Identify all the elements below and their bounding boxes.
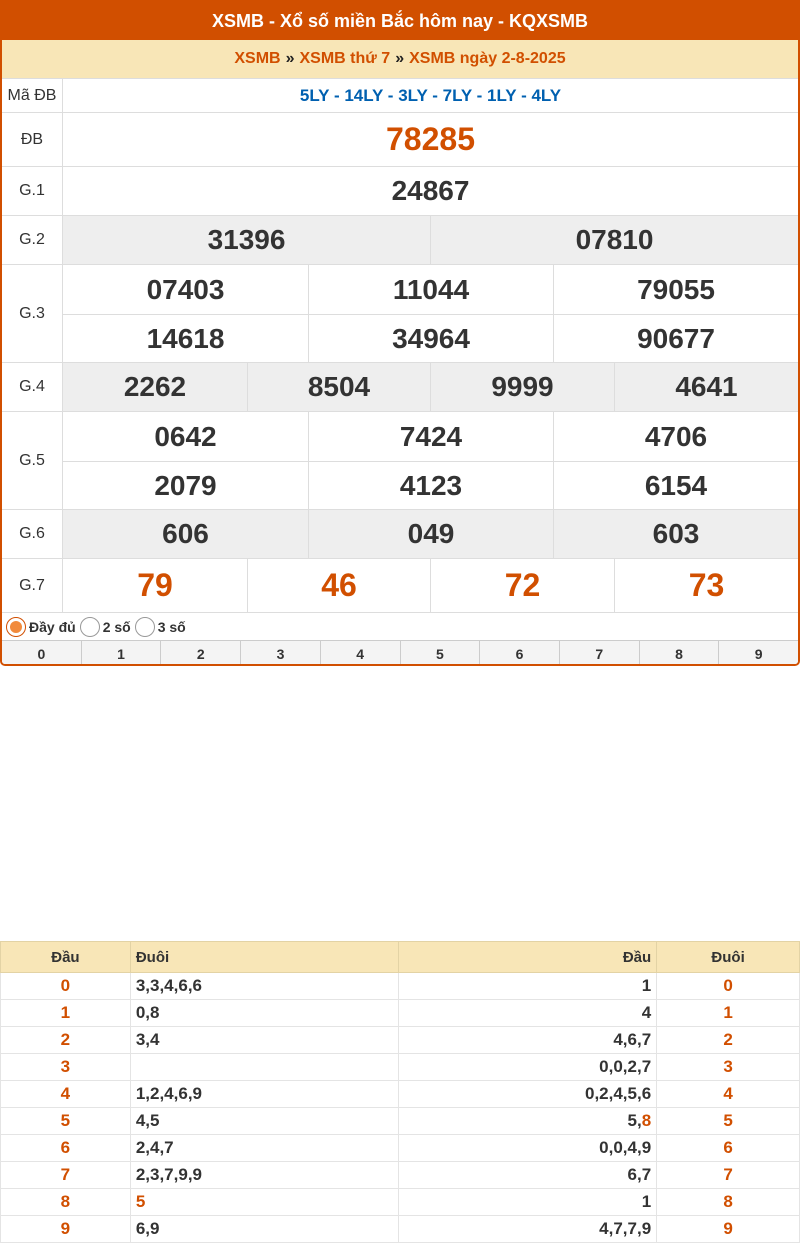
digit-filter-3[interactable]: 3	[241, 641, 321, 666]
prize-row-g7	[2, 558, 798, 612]
dau-cell: 2	[1, 1027, 131, 1054]
dau-cell: 9	[1, 1216, 131, 1243]
prize-number: 34964	[309, 314, 554, 363]
prize-label: ĐB	[2, 113, 63, 166]
option-label: 3 số	[157, 618, 186, 635]
radio-icon[interactable]	[80, 617, 100, 637]
table-row	[1, 1027, 800, 1054]
digit-filter-7[interactable]: 7	[560, 641, 640, 666]
dau-cell: 4,6,7	[399, 1027, 657, 1054]
prize-label: G.2	[2, 216, 63, 264]
dau-cell: 1	[1, 1000, 131, 1027]
dau-cell: 4	[399, 1000, 657, 1027]
loto-table	[0, 941, 800, 1243]
dau-cell: 4,7,7,9	[399, 1216, 657, 1243]
prize-row-g2	[2, 215, 798, 264]
prize-row-special	[2, 112, 798, 166]
prize-number: 46	[248, 559, 431, 612]
page-title: XSMB - Xổ số miền Bắc hôm nay - KQXSMB	[0, 2, 800, 40]
prize-number: 8504	[248, 363, 431, 411]
table-row	[1, 1108, 800, 1135]
option-label: 2 số	[102, 618, 131, 635]
prize-number: 2262	[63, 363, 248, 411]
prize-number: 14618	[63, 314, 309, 363]
prize-number: 7424	[309, 412, 554, 461]
duoi-cell: 3,4	[130, 1027, 399, 1054]
prize-number: 606	[63, 510, 309, 558]
dau-value: 5,	[627, 1111, 642, 1130]
dau-cell: 0,2,4,5,6	[399, 1081, 657, 1108]
prize-number: 4641	[675, 371, 738, 402]
prize-label: G.3	[2, 265, 63, 362]
prize-label: G.6	[2, 510, 63, 558]
breadcrumb-separator: »	[285, 50, 295, 67]
column-header-duoi: Đuôi	[130, 942, 399, 973]
column-header-duoi: Đuôi	[657, 942, 800, 973]
breadcrumb-xsmb-saturday[interactable]: XSMB thứ 7	[299, 50, 391, 67]
duoi-cell: 0,8	[130, 1000, 399, 1027]
prize-number: 2079	[63, 461, 309, 510]
digit-filter	[2, 640, 798, 666]
option-label: Đầy đủ	[29, 618, 76, 635]
prize-label: G.5	[2, 412, 63, 509]
table-row	[1, 1162, 800, 1189]
prize-number: 79	[63, 559, 248, 612]
duoi-cell: 7	[657, 1162, 800, 1189]
digit-filter-4[interactable]: 4	[321, 641, 401, 666]
duoi-cell: 3,3,4,6,6	[130, 973, 399, 1000]
digit-filter-8[interactable]: 8	[640, 641, 720, 666]
prize-number: 72	[431, 559, 615, 612]
dau-cell: 6	[1, 1135, 131, 1162]
digit-filter-9[interactable]: 9	[754, 645, 763, 662]
prize-number: 4706	[644, 420, 708, 452]
prize-number: 9999	[431, 363, 615, 411]
prize-label: G.1	[2, 167, 63, 215]
table-row	[1, 1054, 800, 1081]
duoi-cell: 2	[657, 1027, 800, 1054]
dau-cell	[399, 1108, 657, 1135]
duoi-cell: 9	[657, 1216, 800, 1243]
prize-number: 11044	[309, 265, 554, 314]
prize-number: 31396	[63, 216, 431, 264]
duoi-cell: 5	[130, 1189, 399, 1216]
option-full[interactable]	[6, 617, 76, 637]
option-3-digits[interactable]	[135, 617, 186, 637]
duoi-cell: 1,2,4,6,9	[130, 1081, 399, 1108]
column-header-dau: Đầu	[1, 942, 131, 973]
duoi-cell: 6,9	[130, 1216, 399, 1243]
duoi-cell: 8	[657, 1189, 800, 1216]
duoi-cell: 2,4,7	[130, 1135, 399, 1162]
dau-cell: 1	[399, 1189, 657, 1216]
prize-number: 4123	[309, 461, 554, 510]
digit-filter-5[interactable]: 5	[401, 641, 481, 666]
option-2-digits[interactable]	[80, 617, 131, 637]
duoi-cell	[130, 1054, 399, 1081]
breadcrumb-separator: »	[395, 50, 405, 67]
breadcrumb-xsmb[interactable]: XSMB	[234, 50, 281, 67]
special-code: 5LY - 14LY - 3LY - 7LY - 1LY - 4LY	[299, 85, 562, 105]
duoi-cell: 1	[657, 1000, 800, 1027]
radio-icon[interactable]	[135, 617, 155, 637]
prize-row-g1	[2, 166, 798, 215]
prize-number: 24867	[391, 175, 470, 206]
dau-cell: 0,0,2,7	[399, 1054, 657, 1081]
digit-filter-2[interactable]: 2	[161, 641, 241, 666]
prize-row-ma-db	[2, 78, 798, 112]
special-prize-number: 78285	[386, 121, 475, 157]
prize-number: 07403	[63, 265, 309, 314]
breadcrumb	[2, 40, 798, 78]
dau-cell: 4	[1, 1081, 131, 1108]
prize-number: 73	[688, 567, 725, 603]
duoi-cell: 4,5	[130, 1108, 399, 1135]
dau-cell: 0,0,4,9	[399, 1135, 657, 1162]
prize-row-g6	[2, 509, 798, 558]
column-header-dau: Đầu	[399, 942, 657, 973]
prize-number: 049	[309, 510, 554, 558]
prize-number: 07810	[575, 224, 654, 255]
prize-row-g4	[2, 362, 798, 411]
breadcrumb-xsmb-date[interactable]: XSMB ngày 2-8-2025	[409, 50, 566, 67]
duoi-cell: 6	[657, 1135, 800, 1162]
prize-number: 6154	[554, 461, 798, 510]
duoi-cell: 2,3,7,9,9	[130, 1162, 399, 1189]
dau-cell: 0	[1, 973, 131, 1000]
prize-row-g5	[2, 411, 798, 509]
prize-number: 90677	[554, 314, 798, 363]
loto-table-header	[1, 942, 800, 973]
prize-number: 79055	[637, 273, 715, 305]
table-row	[1, 973, 800, 1000]
duoi-cell: 4	[657, 1081, 800, 1108]
duoi-cell: 5	[657, 1108, 800, 1135]
dau-cell: 5	[1, 1108, 131, 1135]
digit-filter-6[interactable]: 6	[480, 641, 560, 666]
table-row	[1, 1081, 800, 1108]
duoi-cell: 3	[657, 1054, 800, 1081]
dau-cell: 1	[399, 973, 657, 1000]
table-row	[1, 1216, 800, 1243]
prize-label: Mã ĐB	[2, 79, 63, 112]
dau-cell: 3	[1, 1054, 131, 1081]
display-options	[2, 612, 798, 640]
digit-filter-1[interactable]: 1	[82, 641, 162, 666]
dau-value-highlight: 8	[641, 1111, 652, 1130]
prize-label: G.7	[2, 559, 63, 612]
table-row	[1, 1189, 800, 1216]
dau-cell: 8	[1, 1189, 131, 1216]
digit-filter-0[interactable]: 0	[2, 641, 82, 666]
table-row	[1, 1000, 800, 1027]
radio-selected-icon[interactable]	[6, 617, 26, 637]
table-row	[1, 1135, 800, 1162]
duoi-cell: 0	[657, 973, 800, 1000]
prize-number: 0642	[63, 412, 309, 461]
prize-label: G.4	[2, 363, 63, 411]
prize-row-g3	[2, 264, 798, 362]
dau-cell: 6,7	[399, 1162, 657, 1189]
dau-cell: 7	[1, 1162, 131, 1189]
prize-number: 603	[652, 518, 700, 549]
